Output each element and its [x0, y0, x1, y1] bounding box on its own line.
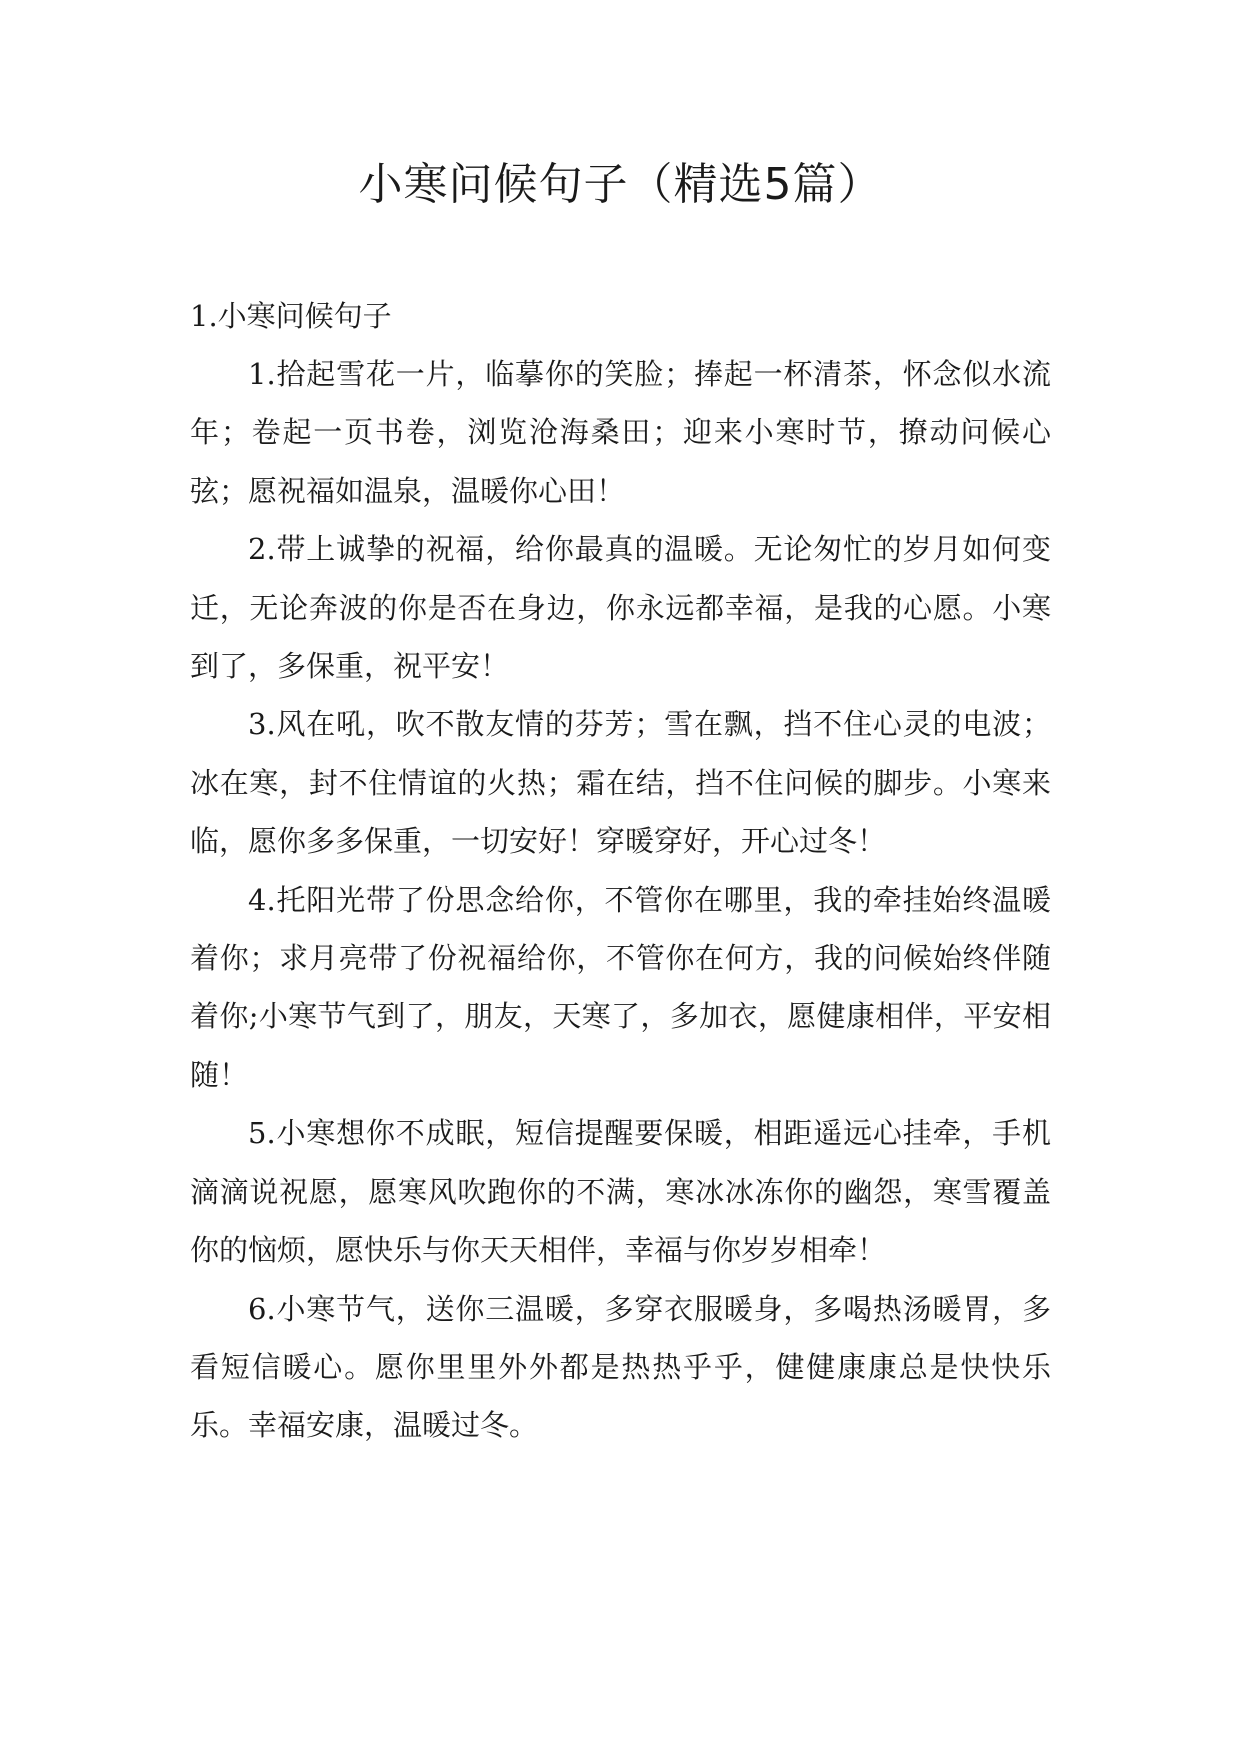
- document-title: 小寒问候句子（精选5篇）: [358, 159, 883, 210]
- paragraph-4: 4.托阳光带了份思念给你，不管你在哪里，我的牵挂始终温暖着你；求月亮带了份祝福给你，不管你在何方，我的问候始终伴随着你;小寒节气到了，朋友，天寒了，多加衣，愿健康相伴，平安相随！: [190, 882, 1051, 1092]
- paragraph-6: 6.小寒节气，送你三温暖，多穿衣服暖身，多喝热汤暖胃，多看短信暖心。愿你里里外外都是热热乎乎，健健康康总是快快乐乐。幸福安康，温暖过冬。: [190, 1291, 1051, 1443]
- paragraph-5: 5.小寒想你不成眠，短信提醒要保暖，相距遥远心挂牵，手机滴滴说祝愿，愿寒风吹跑你的不满，寒冰冰冻你的幽怨，寒雪覆盖你的恼烦，愿快乐与你天天相伴，幸福与你岁岁相牵！: [190, 1116, 1051, 1268]
- section-heading: 1.小寒问候句子: [190, 299, 392, 333]
- paragraph-1: 1.拾起雪花一片，临摹你的笑脸；捧起一杯清茶，怀念似水流年；卷起一页书卷，浏览沧海桑田；迎来小寒时节，撩动问候心弦；愿祝福如温泉，温暖你心田！: [190, 357, 1051, 508]
- paragraph-3: 3.风在吼，吹不散友情的芬芳；雪在飘，挡不住心灵的电波；冰在寒，封不住情谊的火热；霜在结，挡不住问候的脚步。小寒来临，愿你多多保重，一切安好！穿暖穿好，开心过冬！: [190, 707, 1051, 859]
- paragraph-2: 2.带上诚挚的祝福，给你最真的温暖。无论匆忙的岁月如何变迁，无论奔波的你是否在身边，你永远都幸福，是我的心愿。小寒到了，多保重，祝平安！: [190, 532, 1051, 684]
